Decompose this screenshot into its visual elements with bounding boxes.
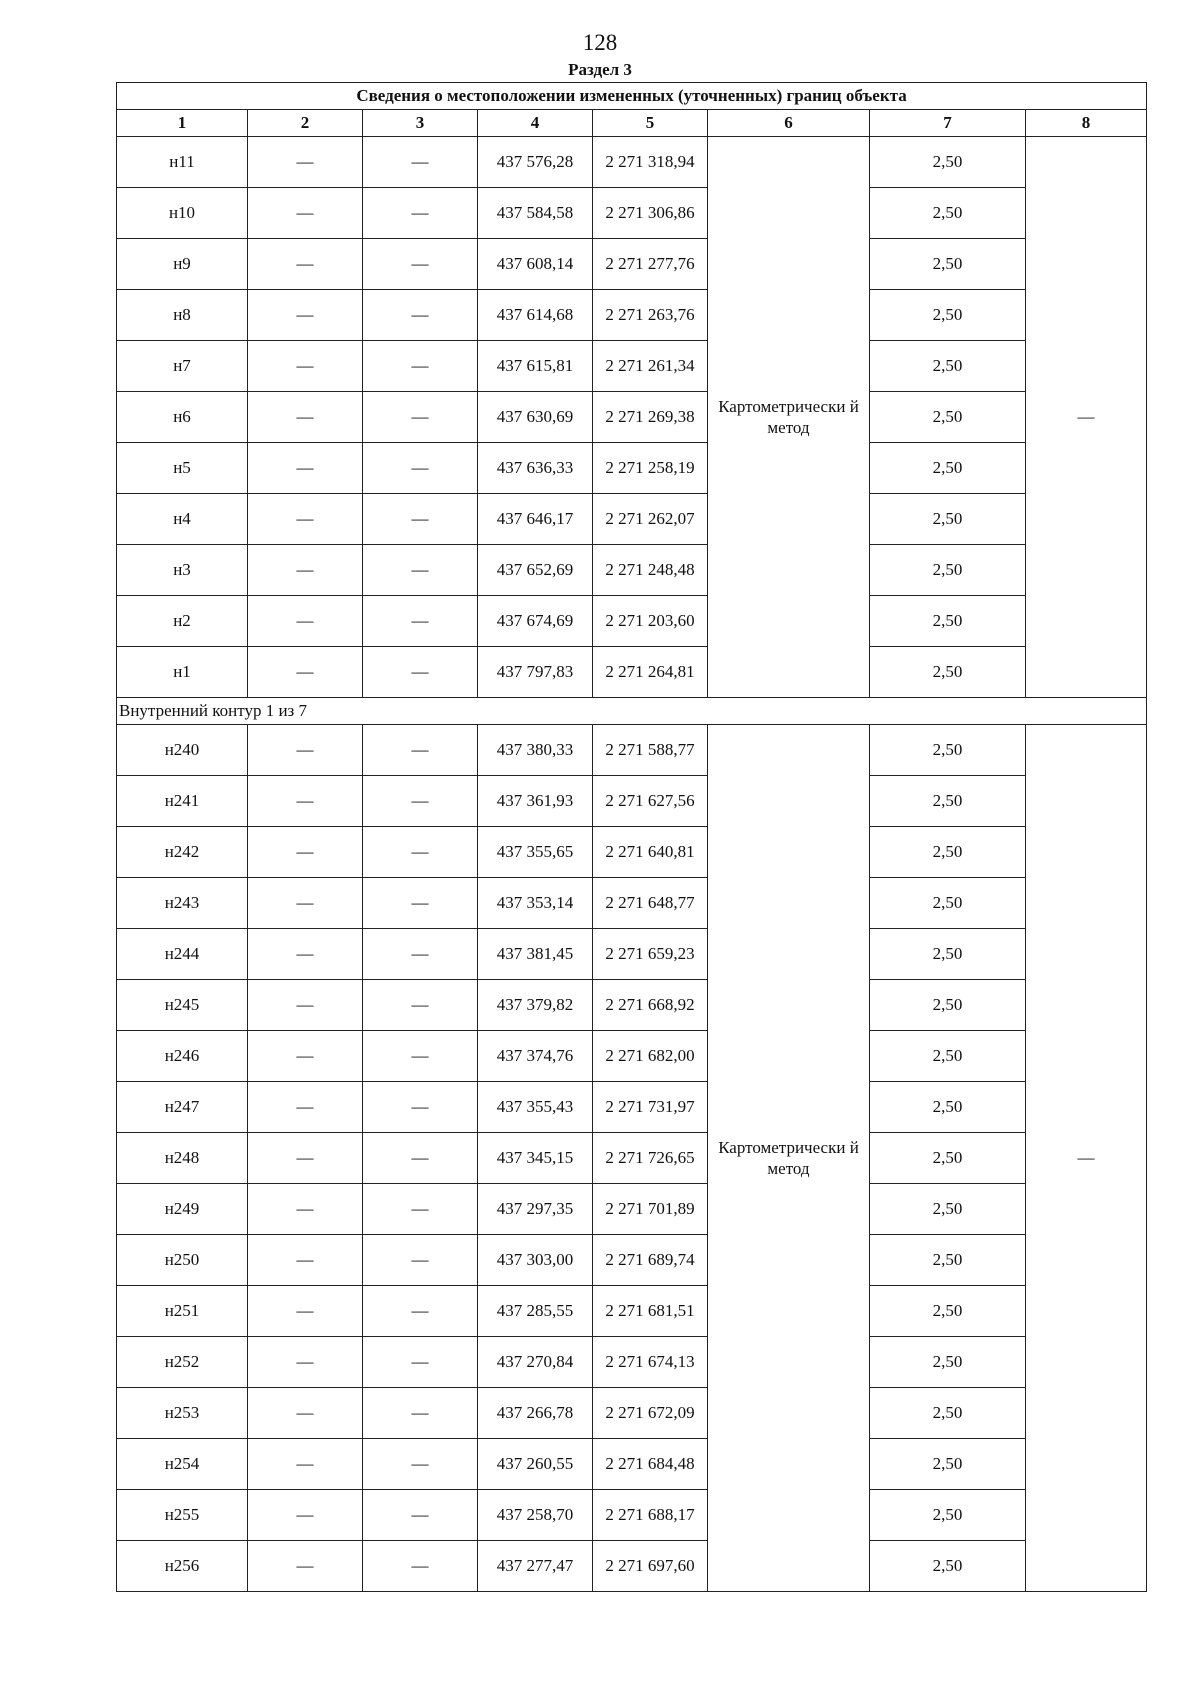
x-coordinate-cell: 437 303,00 — [478, 1235, 593, 1286]
y-coordinate-cell: 2 271 258,19 — [593, 443, 708, 494]
column-2-cell: — — [248, 1184, 363, 1235]
column-2-cell: — — [248, 1337, 363, 1388]
accuracy-cell: 2,50 — [870, 1541, 1026, 1592]
table-row — [117, 1082, 1147, 1133]
accuracy-cell: 2,50 — [870, 1031, 1026, 1082]
table-row — [117, 980, 1147, 1031]
column-3-cell: — — [363, 980, 478, 1031]
point-name-cell: н10 — [117, 188, 248, 239]
column-2-cell: — — [248, 1286, 363, 1337]
table-row — [117, 878, 1147, 929]
accuracy-cell: 2,50 — [870, 239, 1026, 290]
column-3-cell: — — [363, 1388, 478, 1439]
x-coordinate-cell: 437 797,83 — [478, 647, 593, 698]
accuracy-cell: 2,50 — [870, 878, 1026, 929]
y-coordinate-cell: 2 271 688,17 — [593, 1490, 708, 1541]
y-coordinate-cell: 2 271 684,48 — [593, 1439, 708, 1490]
x-coordinate-cell: 437 608,14 — [478, 239, 593, 290]
table-row — [117, 239, 1147, 290]
x-coordinate-cell: 437 270,84 — [478, 1337, 593, 1388]
column-3-cell: — — [363, 1286, 478, 1337]
table-row — [117, 1031, 1147, 1082]
point-name-cell: н243 — [117, 878, 248, 929]
column-3-cell: — — [363, 1541, 478, 1592]
point-name-cell: н252 — [117, 1337, 248, 1388]
column-2-cell: — — [248, 878, 363, 929]
point-name-cell: н248 — [117, 1133, 248, 1184]
accuracy-cell: 2,50 — [870, 827, 1026, 878]
x-coordinate-cell: 437 355,65 — [478, 827, 593, 878]
x-coordinate-cell: 437 381,45 — [478, 929, 593, 980]
table-row — [117, 647, 1147, 698]
table-row — [117, 137, 1147, 188]
accuracy-cell: 2,50 — [870, 1490, 1026, 1541]
point-name-cell: н254 — [117, 1439, 248, 1490]
column-8-cell: — — [1026, 725, 1147, 1592]
table-row — [117, 1439, 1147, 1490]
point-name-cell: н251 — [117, 1286, 248, 1337]
column-2-cell: — — [248, 1541, 363, 1592]
y-coordinate-cell: 2 271 269,38 — [593, 392, 708, 443]
table-row — [117, 341, 1147, 392]
column-3-cell: — — [363, 545, 478, 596]
column-3-cell: — — [363, 1133, 478, 1184]
point-name-cell: н249 — [117, 1184, 248, 1235]
table-row — [117, 596, 1147, 647]
accuracy-cell: 2,50 — [870, 290, 1026, 341]
x-coordinate-cell: 437 630,69 — [478, 392, 593, 443]
accuracy-cell: 2,50 — [870, 776, 1026, 827]
contour-row — [117, 698, 1147, 725]
y-coordinate-cell: 2 271 640,81 — [593, 827, 708, 878]
column-2-cell: — — [248, 1439, 363, 1490]
accuracy-cell: 2,50 — [870, 1235, 1026, 1286]
column-3-cell: — — [363, 341, 478, 392]
column-3-cell: — — [363, 494, 478, 545]
accuracy-cell: 2,50 — [870, 1337, 1026, 1388]
y-coordinate-cell: 2 271 203,60 — [593, 596, 708, 647]
x-coordinate-cell: 437 652,69 — [478, 545, 593, 596]
y-coordinate-cell: 2 271 248,48 — [593, 545, 708, 596]
column-3-cell: — — [363, 1235, 478, 1286]
accuracy-cell: 2,50 — [870, 137, 1026, 188]
y-coordinate-cell: 2 271 648,77 — [593, 878, 708, 929]
point-name-cell: н253 — [117, 1388, 248, 1439]
point-name-cell: н7 — [117, 341, 248, 392]
column-3-cell: — — [363, 443, 478, 494]
accuracy-cell: 2,50 — [870, 188, 1026, 239]
column-2-cell: — — [248, 494, 363, 545]
point-name-cell: н8 — [117, 290, 248, 341]
y-coordinate-cell: 2 271 588,77 — [593, 725, 708, 776]
column-2-cell: — — [248, 290, 363, 341]
column-2-cell: — — [248, 188, 363, 239]
column-2-cell: — — [248, 239, 363, 290]
column-2-cell: — — [248, 341, 363, 392]
section-title: Раздел 3 — [568, 60, 632, 79]
y-coordinate-cell: 2 271 261,34 — [593, 341, 708, 392]
column-2-cell: — — [248, 980, 363, 1031]
point-name-cell: н4 — [117, 494, 248, 545]
x-coordinate-cell: 437 584,58 — [478, 188, 593, 239]
column-3-cell: — — [363, 1439, 478, 1490]
table-row — [117, 1388, 1147, 1439]
y-coordinate-cell: 2 271 697,60 — [593, 1541, 708, 1592]
column-3-cell: — — [363, 239, 478, 290]
y-coordinate-cell: 2 271 277,76 — [593, 239, 708, 290]
accuracy-cell: 2,50 — [870, 1439, 1026, 1490]
point-name-cell: н2 — [117, 596, 248, 647]
accuracy-cell: 2,50 — [870, 1286, 1026, 1337]
table-row — [117, 1235, 1147, 1286]
y-coordinate-cell: 2 271 264,81 — [593, 647, 708, 698]
point-name-cell: н9 — [117, 239, 248, 290]
y-coordinate-cell: 2 271 306,86 — [593, 188, 708, 239]
point-name-cell: н245 — [117, 980, 248, 1031]
x-coordinate-cell: 437 297,35 — [478, 1184, 593, 1235]
accuracy-cell: 2,50 — [870, 443, 1026, 494]
accuracy-cell: 2,50 — [870, 596, 1026, 647]
point-name-cell: н1 — [117, 647, 248, 698]
column-number-row — [117, 110, 1147, 137]
coordinates-table — [116, 82, 1147, 1592]
column-2-cell: — — [248, 929, 363, 980]
table-row — [117, 827, 1147, 878]
x-coordinate-cell: 437 615,81 — [478, 341, 593, 392]
table-row — [117, 1184, 1147, 1235]
method-cell: Картометрически й метод — [708, 137, 870, 698]
table-row — [117, 929, 1147, 980]
table-row — [117, 188, 1147, 239]
x-coordinate-cell: 437 285,55 — [478, 1286, 593, 1337]
point-name-cell: н250 — [117, 1235, 248, 1286]
y-coordinate-cell: 2 271 731,97 — [593, 1082, 708, 1133]
column-2-cell: — — [248, 1235, 363, 1286]
y-coordinate-cell: 2 271 318,94 — [593, 137, 708, 188]
column-3-cell: — — [363, 188, 478, 239]
x-coordinate-cell: 437 379,82 — [478, 980, 593, 1031]
table-row — [117, 1286, 1147, 1337]
x-coordinate-cell: 437 361,93 — [478, 776, 593, 827]
table-row — [117, 392, 1147, 443]
y-coordinate-cell: 2 271 659,23 — [593, 929, 708, 980]
table-row — [117, 776, 1147, 827]
accuracy-cell: 2,50 — [870, 1184, 1026, 1235]
table-row — [117, 1541, 1147, 1592]
point-name-cell: н256 — [117, 1541, 248, 1592]
y-coordinate-cell: 2 271 627,56 — [593, 776, 708, 827]
table-row — [117, 290, 1147, 341]
column-2-cell: — — [248, 443, 363, 494]
y-coordinate-cell: 2 271 668,92 — [593, 980, 708, 1031]
column-number-1: 1 — [117, 110, 248, 137]
y-coordinate-cell: 2 271 672,09 — [593, 1388, 708, 1439]
column-3-cell: — — [363, 1490, 478, 1541]
column-3-cell: — — [363, 1031, 478, 1082]
column-number-3: 3 — [363, 110, 478, 137]
column-3-cell: — — [363, 647, 478, 698]
method-cell: Картометрически й метод — [708, 725, 870, 1592]
accuracy-cell: 2,50 — [870, 1133, 1026, 1184]
x-coordinate-cell: 437 266,78 — [478, 1388, 593, 1439]
accuracy-cell: 2,50 — [870, 929, 1026, 980]
table-body — [117, 137, 1147, 1592]
y-coordinate-cell: 2 271 263,76 — [593, 290, 708, 341]
column-2-cell: — — [248, 647, 363, 698]
point-name-cell: н242 — [117, 827, 248, 878]
x-coordinate-cell: 437 260,55 — [478, 1439, 593, 1490]
column-3-cell: — — [363, 725, 478, 776]
table-row — [117, 1337, 1147, 1388]
point-name-cell: н255 — [117, 1490, 248, 1541]
column-number-4: 4 — [478, 110, 593, 137]
column-2-cell: — — [248, 725, 363, 776]
point-name-cell: н240 — [117, 725, 248, 776]
column-2-cell: — — [248, 1388, 363, 1439]
y-coordinate-cell: 2 271 682,00 — [593, 1031, 708, 1082]
contour-label: Внутренний контур 1 из 7 — [117, 698, 1147, 725]
accuracy-cell: 2,50 — [870, 1082, 1026, 1133]
column-3-cell: — — [363, 392, 478, 443]
column-number-5: 5 — [593, 110, 708, 137]
y-coordinate-cell: 2 271 701,89 — [593, 1184, 708, 1235]
table-row — [117, 443, 1147, 494]
y-coordinate-cell: 2 271 262,07 — [593, 494, 708, 545]
accuracy-cell: 2,50 — [870, 341, 1026, 392]
column-3-cell: — — [363, 290, 478, 341]
x-coordinate-cell: 437 374,76 — [478, 1031, 593, 1082]
x-coordinate-cell: 437 614,68 — [478, 290, 593, 341]
column-3-cell: — — [363, 878, 478, 929]
y-coordinate-cell: 2 271 689,74 — [593, 1235, 708, 1286]
point-name-cell: н6 — [117, 392, 248, 443]
accuracy-cell: 2,50 — [870, 647, 1026, 698]
point-name-cell: н3 — [117, 545, 248, 596]
table-row — [117, 1490, 1147, 1541]
table-row — [117, 545, 1147, 596]
column-3-cell: — — [363, 596, 478, 647]
y-coordinate-cell: 2 271 674,13 — [593, 1337, 708, 1388]
table-row — [117, 725, 1147, 776]
accuracy-cell: 2,50 — [870, 494, 1026, 545]
column-number-6: 6 — [708, 110, 870, 137]
column-3-cell: — — [363, 1184, 478, 1235]
page-number: 128 — [582, 30, 618, 55]
x-coordinate-cell: 437 258,70 — [478, 1490, 593, 1541]
accuracy-cell: 2,50 — [870, 725, 1026, 776]
x-coordinate-cell: 437 353,14 — [478, 878, 593, 929]
y-coordinate-cell: 2 271 681,51 — [593, 1286, 708, 1337]
x-coordinate-cell: 437 277,47 — [478, 1541, 593, 1592]
accuracy-cell: 2,50 — [870, 980, 1026, 1031]
x-coordinate-cell: 437 636,33 — [478, 443, 593, 494]
point-name-cell: н247 — [117, 1082, 248, 1133]
column-2-cell: — — [248, 137, 363, 188]
column-2-cell: — — [248, 1031, 363, 1082]
column-2-cell: — — [248, 827, 363, 878]
column-2-cell: — — [248, 392, 363, 443]
column-2-cell: — — [248, 596, 363, 647]
column-2-cell: — — [248, 1490, 363, 1541]
point-name-cell: н11 — [117, 137, 248, 188]
accuracy-cell: 2,50 — [870, 392, 1026, 443]
y-coordinate-cell: 2 271 726,65 — [593, 1133, 708, 1184]
column-3-cell: — — [363, 1337, 478, 1388]
column-number-8: 8 — [1026, 110, 1147, 137]
column-2-cell: — — [248, 776, 363, 827]
column-3-cell: — — [363, 776, 478, 827]
point-name-cell: н5 — [117, 443, 248, 494]
column-3-cell: — — [363, 1082, 478, 1133]
point-name-cell: н246 — [117, 1031, 248, 1082]
column-2-cell: — — [248, 1082, 363, 1133]
point-name-cell: н241 — [117, 776, 248, 827]
x-coordinate-cell: 437 355,43 — [478, 1082, 593, 1133]
column-2-cell: — — [248, 1133, 363, 1184]
column-3-cell: — — [363, 929, 478, 980]
point-name-cell: н244 — [117, 929, 248, 980]
accuracy-cell: 2,50 — [870, 545, 1026, 596]
x-coordinate-cell: 437 646,17 — [478, 494, 593, 545]
x-coordinate-cell: 437 674,69 — [478, 596, 593, 647]
x-coordinate-cell: 437 380,33 — [478, 725, 593, 776]
column-3-cell: — — [363, 137, 478, 188]
column-2-cell: — — [248, 545, 363, 596]
x-coordinate-cell: 437 576,28 — [478, 137, 593, 188]
table-row — [117, 494, 1147, 545]
column-number-7: 7 — [870, 110, 1026, 137]
column-number-2: 2 — [248, 110, 363, 137]
table-row — [117, 1133, 1147, 1184]
table-caption: Сведения о местоположении измененных (уточненных) границ объекта — [117, 83, 1147, 110]
x-coordinate-cell: 437 345,15 — [478, 1133, 593, 1184]
column-8-cell: — — [1026, 137, 1147, 698]
accuracy-cell: 2,50 — [870, 1388, 1026, 1439]
column-3-cell: — — [363, 827, 478, 878]
